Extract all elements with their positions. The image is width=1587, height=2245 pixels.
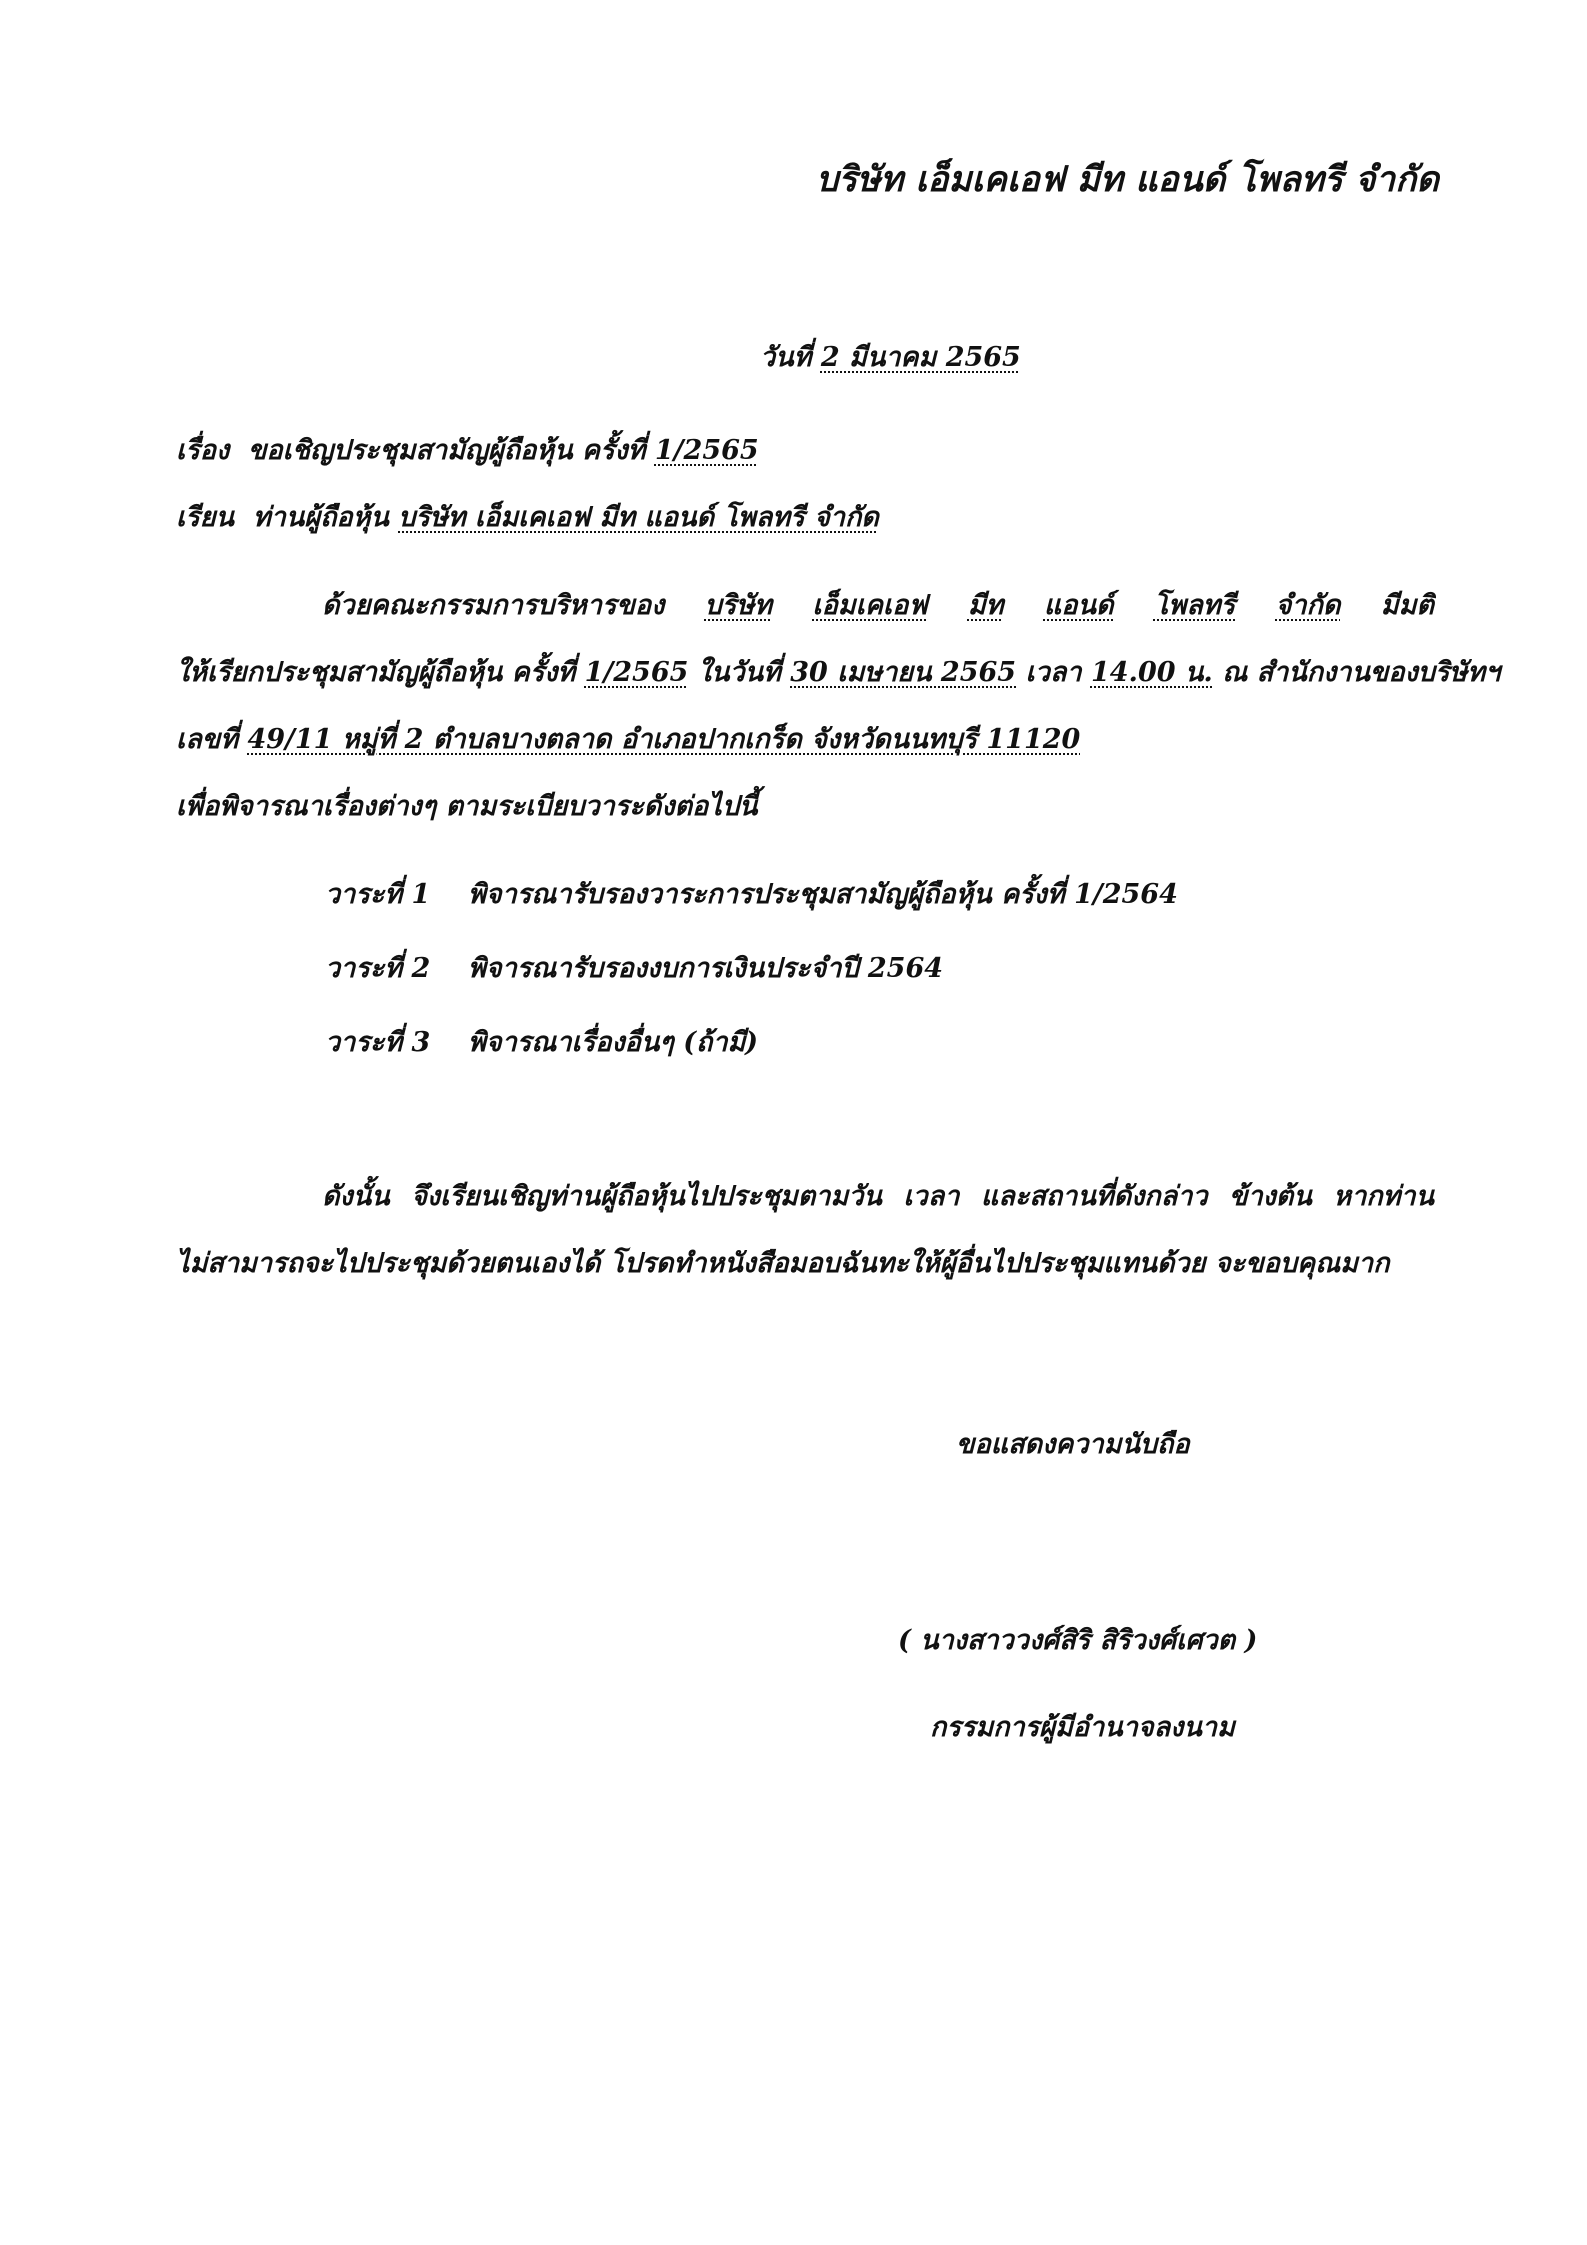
paragraph-line-1 (176, 572, 1434, 639)
body-text: ณ สำนักงานของบริษัทฯ (1222, 657, 1501, 688)
body-word: บริษัท (704, 590, 772, 621)
agenda-text: พิจารณารับรองวาระการประชุมสามัญผู้ถือหุ้น ครั้งที่ 1/2564 (468, 879, 1178, 910)
agenda-text: พิจารณารับรองงบการเงินประจำปี 2564 (468, 953, 944, 984)
paragraph-line-2 (176, 639, 1501, 706)
recipient-text: ท่านผู้ถือหุ้น (252, 502, 389, 533)
agenda-item-1 (325, 872, 1178, 915)
recipient-label: เรียน (176, 502, 235, 533)
body-word: โพลทรี (1153, 590, 1236, 621)
date-value: 2 มีนาคม 2565 (820, 342, 1021, 373)
meeting-date: 30 เมษายน 2565 (790, 657, 1017, 688)
company-header: บริษัท เอ็มเคเอฟ มีท แอนด์ โพลทรี จำกัด (816, 159, 1439, 200)
body-word: มีท (967, 590, 1004, 621)
body-word: ด้วยคณะกรรมการบริหารของ (322, 590, 665, 621)
body-word: และสถานที่ดังกล่าว (980, 1181, 1208, 1212)
body-word: มีมติ (1380, 590, 1434, 621)
body-word: จึงเรียนเชิญท่านผู้ถือหุ้นไปประชุมตามวัน (411, 1181, 882, 1212)
signer-title: กรรมการผู้มีอำนาจลงนาม (930, 1712, 1235, 1743)
recipient-line (176, 495, 879, 538)
subject-line (176, 428, 759, 471)
agenda-number: วาระที่ 2 (325, 953, 431, 984)
agenda-number: วาระที่ 3 (325, 1027, 431, 1058)
date-prefix: วันที่ (760, 342, 812, 373)
meeting-number: 1/2565 (584, 657, 689, 688)
subject-text: ขอเชิญประชุมสามัญผู้ถือหุ้น ครั้งที่ (247, 435, 646, 466)
paragraph-line-3 (176, 706, 1434, 773)
subject-label: เรื่อง (176, 435, 230, 466)
body-word: จำกัด (1275, 590, 1341, 621)
closing-line-1 (176, 1163, 1434, 1230)
closing-salutation: ขอแสดงความนับถือ (956, 1429, 1190, 1460)
agenda-item-3 (325, 1020, 758, 1063)
paragraph-line-4: เพื่อพิจารณาเรื่องต่างๆ ตามระเบียบวาระดังต่อไปนี้ (176, 791, 758, 822)
body-text: ให้เรียกประชุมสามัญผู้ถือหุ้น ครั้งที่ (176, 657, 576, 688)
letter-date (760, 335, 1021, 378)
agenda-number: วาระที่ 1 (325, 879, 431, 910)
agenda-item-2 (325, 946, 943, 989)
invitation-paragraph (176, 572, 1501, 840)
closing-paragraph (176, 1163, 1434, 1297)
meeting-time: 14.00 น. (1090, 657, 1213, 688)
body-word: เอ็มเคเอฟ (812, 590, 928, 621)
recipient-company: บริษัท เอ็มเคเอฟ มีท แอนด์ โพลทรี จำกัด (398, 502, 879, 533)
body-word: หากท่าน (1333, 1181, 1434, 1212)
body-text: เลขที่ (176, 724, 239, 755)
subject-meeting-no: 1/2565 (654, 435, 759, 466)
signer-name: ( นางสาววงศ์สิริ สิริวงศ์เศวต ) (898, 1625, 1258, 1656)
body-word: ดังนั้น (322, 1181, 390, 1212)
body-word: เวลา (903, 1181, 960, 1212)
body-text: เวลา (1025, 657, 1082, 688)
meeting-address: 49/11 หมู่ที่ 2 ตำบลบางตลาด อำเภอปากเกร็ด จังหวัดนนทบุรี 11120 (247, 724, 1081, 755)
body-text: ในวันที่ (697, 657, 781, 688)
body-word: แอนด์ (1043, 590, 1114, 621)
agenda-text: พิจารณาเรื่องอื่นๆ (ถ้ามี) (468, 1027, 759, 1058)
closing-line-2: ไม่สามารถจะไปประชุมด้วยตนเองได้ โปรดทำหนังสือมอบฉันทะให้ผู้อื่นไปประชุมแทนด้วย จะขอบคุณมาก (176, 1248, 1390, 1279)
body-word: ข้างต้น (1229, 1181, 1312, 1212)
